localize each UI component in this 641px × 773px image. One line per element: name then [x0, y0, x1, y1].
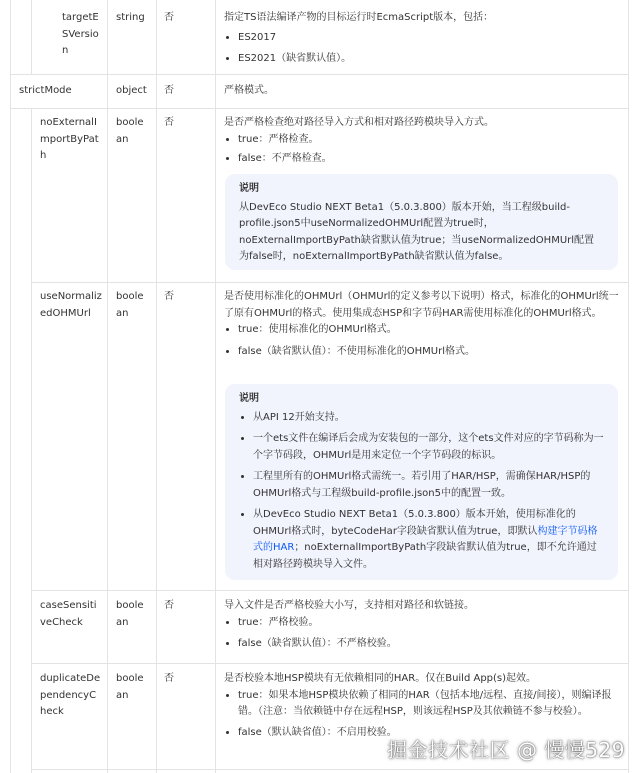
param-required: 否 [164, 291, 174, 302]
row-divider [31, 663, 628, 664]
list-item: • false（缺省默认值）：不严格校验。 [238, 636, 620, 653]
table-border-left [10, 0, 11, 773]
har-format-link[interactable]: 构建字节码格式的HAR [253, 525, 598, 553]
list-item: • false：不严格检查。 [238, 151, 620, 168]
note-list [239, 410, 604, 574]
note-box [225, 384, 618, 580]
list-item: • 从API 12开始支持。 [253, 410, 604, 427]
param-description [224, 115, 620, 168]
param-type: object [116, 85, 147, 96]
list-item: • true：使用标准化的OHMUrl格式。 [238, 322, 620, 339]
column-divider [215, 0, 216, 773]
param-type: boolean [116, 673, 144, 701]
param-type: boolean [116, 117, 144, 145]
list-item: • true：严格校验。 [238, 615, 620, 632]
param-name: targetESVersion [62, 12, 99, 56]
param-description [224, 671, 620, 741]
row-divider [10, 74, 628, 75]
list-item: • ES2021（缺省默认值）。 [238, 51, 620, 68]
note-text: 从DevEco Studio NEXT Beta1（5.0.3.800）版本开始，当工程级build-profile.json5中useNormalizedOHMUrl配置为true时，noExternalImportByPath缺省默认值为true；当useNormalizedOHMUrl配置为false时，noExternalImportByPath缺省默认值为false。 [239, 201, 595, 262]
table-border-right [628, 0, 629, 773]
param-description: 严格模式。 [224, 85, 274, 96]
watermark: 掘金技术社区 @ 慢慢529 [387, 738, 625, 762]
param-required: 否 [164, 673, 174, 684]
param-required: 否 [164, 12, 174, 23]
nested-indent-line [31, 0, 32, 74]
option-list [224, 615, 620, 653]
list-item: • false（默认缺省值）：不启用校验。 [238, 725, 620, 742]
option-list [224, 30, 620, 68]
option-list [224, 132, 620, 168]
param-required: 否 [164, 117, 174, 128]
nested-indent-line [31, 108, 32, 773]
list-item: • 工程里所有的OHMUrl格式需统一。若引用了HAR/HSP，需确保HAR/HSP的OHMUrl格式与工程级build-profile.json5中的配置一致。 [253, 469, 604, 502]
param-name: strictMode [19, 85, 72, 96]
note-title: 说明 [239, 393, 259, 404]
row-divider [31, 769, 628, 770]
list-item: • false（缺省默认值）：不使用标准化的OHMUrl格式。 [238, 344, 620, 361]
param-required: 否 [164, 600, 174, 611]
row-divider [31, 282, 628, 283]
param-type: boolean [116, 600, 144, 628]
note-text: ；noExternalImportByPath字段缺省默认值为true，即不允许通过相对路径跨模块导入文件。 [253, 542, 597, 570]
param-name: duplicateDependencyCheck [40, 673, 101, 717]
description-text: 是否使用标准化的OHMUrl（OHMUrl的定义参考以下说明）格式，标准化的OHMUrl统一了原有OHMUrl的格式。使用集成态HSP和字节码HAR需使用标准化的OHMUrl格式。 [224, 291, 619, 319]
description-text: 指定TS语法编译产物的目标运行时EcmaScript版本，包括： [224, 12, 494, 23]
param-name: caseSensitiveCheck [40, 600, 97, 628]
option-list [224, 688, 620, 742]
param-description [224, 598, 620, 653]
description-text: 导入文件是否严格校验大小写，支持相对路径和软链接。 [224, 600, 474, 611]
param-type: string [116, 12, 145, 23]
list-item: • ES2017 [238, 30, 620, 47]
row-divider [31, 590, 628, 591]
list-item: • true：如果本地HSP模块依赖了相同的HAR（包括本地/远程、直接/间接），则编译报错。（注意：当依赖链中存在远程HSP，则该远程HSP及其依赖链不参与校验）。 [238, 688, 620, 721]
list-item: • 一个ets文件在编译后会成为安装包的一部分，这个ets文件对应的字节码称为一个字节码段，OHMUrl是用来定位一个字节码段的标识。 [253, 431, 604, 464]
param-name: useNormalizedOHMUrl [40, 291, 102, 319]
column-divider [107, 0, 108, 773]
param-name: noExternalImportByPath [40, 117, 99, 161]
column-divider [156, 0, 157, 773]
note-title: 说明 [239, 183, 259, 194]
note-text: 从DevEco Studio NEXT Beta1（5.0.3.800）版本开始，使用标准化的OHMUrl格式时，byteCodeHar字段缺省默认值为true，即默认 [253, 509, 576, 537]
row-divider [10, 108, 628, 109]
list-item [253, 507, 604, 573]
description-text: 是否严格检查绝对路径导入方式和相对路径跨模块导入方式。 [224, 117, 494, 128]
param-required: 否 [164, 85, 174, 96]
param-description [224, 10, 620, 68]
param-type: boolean [116, 291, 144, 319]
note-box [225, 174, 618, 270]
option-list [224, 322, 620, 360]
description-text: 是否校验本地HSP模块有无依赖相同的HAR。仅在Build App(s)起效。 [224, 673, 537, 684]
param-description [224, 289, 620, 360]
list-item: • true：严格检查。 [238, 132, 620, 149]
